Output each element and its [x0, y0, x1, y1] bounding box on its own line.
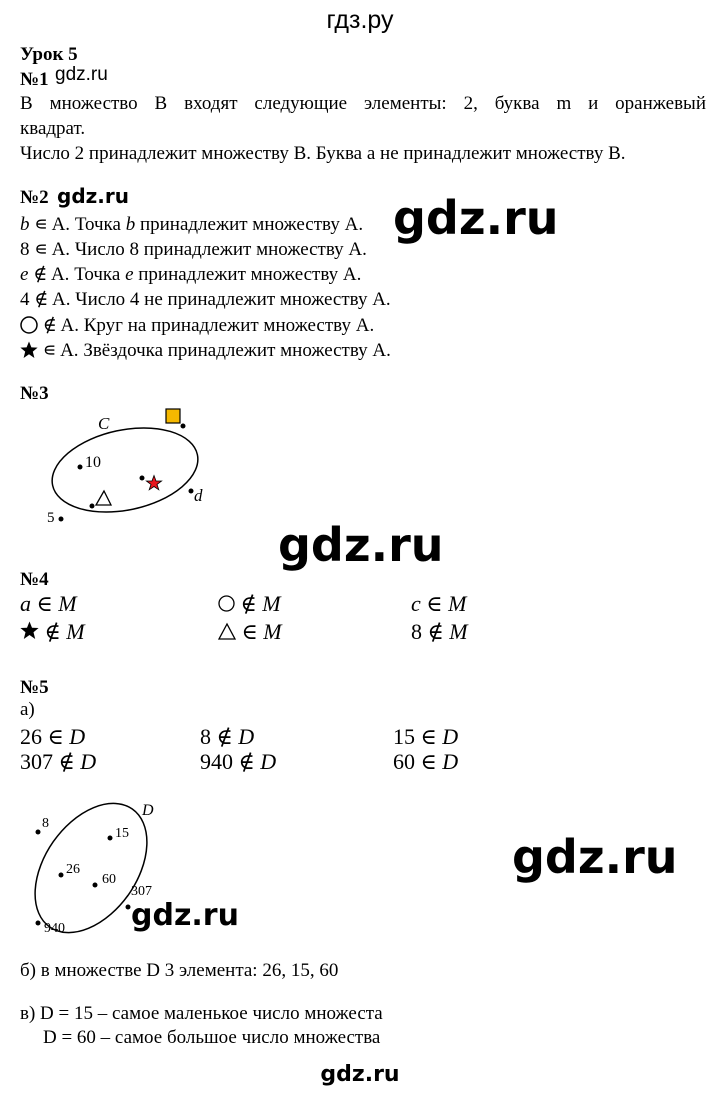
point-940: [36, 921, 41, 926]
task5-part-b: б) в множестве D 3 элемента: 26, 15, 60: [20, 960, 339, 981]
task1-line2: квадрат.: [20, 118, 86, 139]
point-60-label: 60: [102, 872, 116, 887]
task4-item: ∉ M: [20, 619, 85, 645]
task5-item: 307 ∉ D: [20, 749, 97, 774]
point-8: [36, 830, 41, 835]
task5-item: 940 ∉ D: [200, 749, 277, 774]
point-d: [189, 489, 194, 494]
task5-item: 8 ∉ D: [200, 724, 255, 749]
task2-line: 8 ∊ A. Число 8 принадлежит множеству А.: [20, 239, 367, 260]
task4-number: №4: [20, 569, 49, 590]
triangle-icon: [218, 623, 236, 640]
task5-item: 26 ∈ D: [20, 724, 86, 749]
triangle-icon: [96, 491, 111, 505]
task2-number: №2: [20, 187, 49, 208]
watermark: gdz.ru: [55, 64, 108, 85]
point-8-label: 8: [42, 816, 49, 831]
task2-line: e ∉ A. Точка e принадлежит множеству А.: [20, 264, 362, 285]
point-15-label: 15: [115, 826, 129, 841]
point-5-label: 5: [47, 510, 55, 526]
task5-part-v1: в) D = 15 – самое маленькое число множеста: [20, 1003, 383, 1024]
task1-number: №1: [20, 69, 49, 90]
point-10: [78, 465, 83, 470]
task3-number: №3: [20, 383, 49, 404]
task2-line: 4 ∉ A. Число 4 не принадлежит множеству А.: [20, 289, 391, 310]
site-header: гдз.ру: [326, 6, 394, 34]
set-c-label: C: [98, 414, 110, 433]
task1-line3: Число 2 принадлежит множеству В. Буква а не принадлежит множеству В.: [20, 143, 626, 164]
point-5: [59, 517, 64, 522]
star-icon: [20, 621, 39, 640]
set-c-ellipse: [44, 415, 205, 524]
task4-item: ∉ M: [218, 591, 281, 617]
lesson-title: Урок 5: [20, 44, 78, 65]
star-point: [140, 476, 145, 481]
watermark: gdz.ru: [320, 1062, 400, 1087]
task5-part-a: а): [20, 699, 35, 720]
watermark: gdz.ru: [131, 898, 239, 933]
point-307-label: 307: [131, 884, 152, 899]
task1-line1: В множество В входят следующие элементы: 2, буква m и оранжевый: [20, 93, 706, 114]
point-26: [59, 873, 64, 878]
task2-line: ∉ A. Круг на принадлежит множеству А.: [20, 313, 374, 337]
circle-icon: [20, 316, 38, 334]
task5-item: 60 ∈ D: [393, 749, 459, 774]
triangle-point: [90, 504, 95, 509]
point-d-label: d: [194, 486, 203, 505]
task5-number: №5: [20, 677, 49, 698]
watermark: gdz.ru: [393, 191, 559, 245]
task2-line: ∊ A. Звёздочка принадлежит множеству А.: [20, 338, 391, 362]
watermark: gdz.ru: [278, 518, 444, 572]
task4-item: a ∈ M: [20, 591, 77, 616]
star-icon: [20, 341, 38, 359]
circle-icon: [218, 595, 235, 612]
task5-part-v2: D = 60 – самое большое число множества: [43, 1027, 381, 1048]
orange-square-icon: [166, 409, 180, 423]
point-10-label: 10: [85, 454, 101, 471]
watermark: gdz.ru: [512, 830, 678, 884]
point-940-label: 940: [44, 921, 65, 936]
red-star-icon: [146, 476, 161, 490]
task2-line: b ∊ A. Точка b принадлежит множеству А.: [20, 214, 364, 235]
point-15: [108, 836, 113, 841]
square-point: [181, 424, 186, 429]
point-60: [93, 883, 98, 888]
point-307: [126, 905, 131, 910]
watermark: gdz.ru: [57, 184, 129, 208]
task4-item: 8 ∉ M: [411, 619, 468, 644]
task5-item: 15 ∈ D: [393, 724, 459, 749]
point-26-label: 26: [66, 862, 80, 877]
set-d-label: D: [142, 802, 154, 819]
task4-item: ∈ M: [218, 619, 282, 645]
task4-item: c ∈ M: [411, 591, 467, 616]
